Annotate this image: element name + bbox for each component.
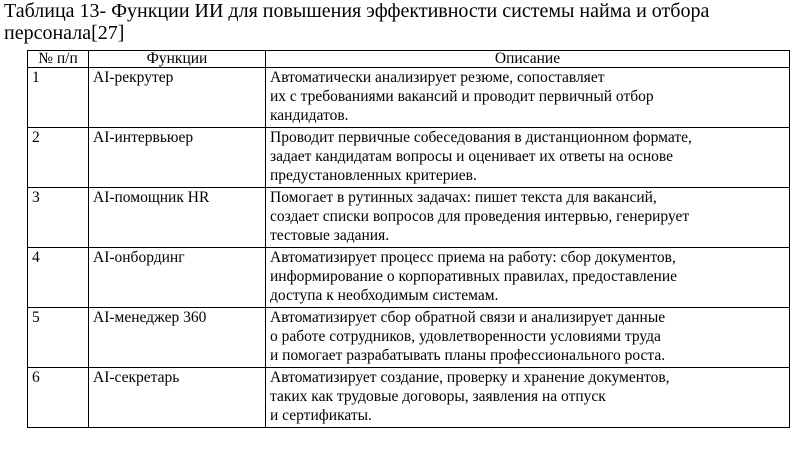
header-num: № п/п — [28, 51, 89, 68]
description-line: Автоматизирует сбор обратной связи и анализирует данные — [270, 309, 666, 326]
row-num: 4 — [28, 248, 89, 308]
ai-functions-table — [27, 50, 790, 428]
table-row — [28, 248, 790, 308]
table-row — [28, 308, 790, 368]
description-line: их с требованиями вакансий и проводит первичный отбор — [270, 88, 654, 105]
row-function: AI-менеджер 360 — [89, 308, 266, 368]
row-function: AI-интервьюер — [89, 128, 266, 188]
row-description — [266, 308, 790, 368]
description-line: и сертификаты. — [270, 407, 372, 424]
description-line: и помогает разрабатывать планы профессионального роста. — [270, 347, 666, 364]
description-line: Автоматически анализирует резюме, сопоставляет — [270, 69, 605, 86]
row-function: AI-секретарь — [89, 368, 266, 428]
row-description — [266, 188, 790, 248]
row-num: 6 — [28, 368, 89, 428]
description-line: кандидатов. — [270, 107, 349, 124]
row-function: AI-онбординг — [89, 248, 266, 308]
description-line: информирование о корпоративных правилах, предоставление — [270, 268, 678, 285]
table-row — [28, 128, 790, 188]
row-description — [266, 68, 790, 128]
row-num: 1 — [28, 68, 89, 128]
header-description: Описание — [266, 51, 790, 68]
row-description — [266, 128, 790, 188]
description-line: Помогает в рутинных задачах: пишет текста для вакансий, — [270, 189, 657, 206]
description-line: создает списки вопросов для проведения интервью, генерирует — [270, 208, 690, 225]
description-line: Автоматизирует процесс приема на работу: сбор документов, — [270, 249, 676, 266]
description-line: Проводит первичные собеседования в дистанционном формате, — [270, 129, 692, 146]
row-function: AI-помощник HR — [89, 188, 266, 248]
description-line: таких как трудовые договоры, заявления на отпуск — [270, 388, 606, 405]
table-caption — [4, 0, 794, 44]
description-line: задает кандидатам вопросы и оценивает их ответы на основе — [270, 148, 673, 165]
row-description — [266, 368, 790, 428]
row-num: 5 — [28, 308, 89, 368]
header-function: Функции — [89, 51, 266, 68]
description-line: о работе сотрудников, удовлетворенности условиями труда — [270, 328, 661, 345]
row-description — [266, 248, 790, 308]
caption-line-2: персонала[27] — [4, 22, 125, 44]
table-row — [28, 68, 790, 128]
row-function: AI-рекрутер — [89, 68, 266, 128]
description-line: тестовые задания. — [270, 227, 390, 244]
table-header-row — [28, 51, 790, 68]
table-row — [28, 188, 790, 248]
row-num: 2 — [28, 128, 89, 188]
row-num: 3 — [28, 188, 89, 248]
table-row — [28, 368, 790, 428]
description-line: предустановленных критериев. — [270, 167, 477, 184]
description-line: доступа к необходимым системам. — [270, 287, 499, 304]
caption-line-1: Таблица 13- Функции ИИ для повышения эффективности системы найма и отбора — [4, 0, 710, 22]
description-line: Автоматизирует создание, проверку и хранение документов, — [270, 369, 670, 386]
